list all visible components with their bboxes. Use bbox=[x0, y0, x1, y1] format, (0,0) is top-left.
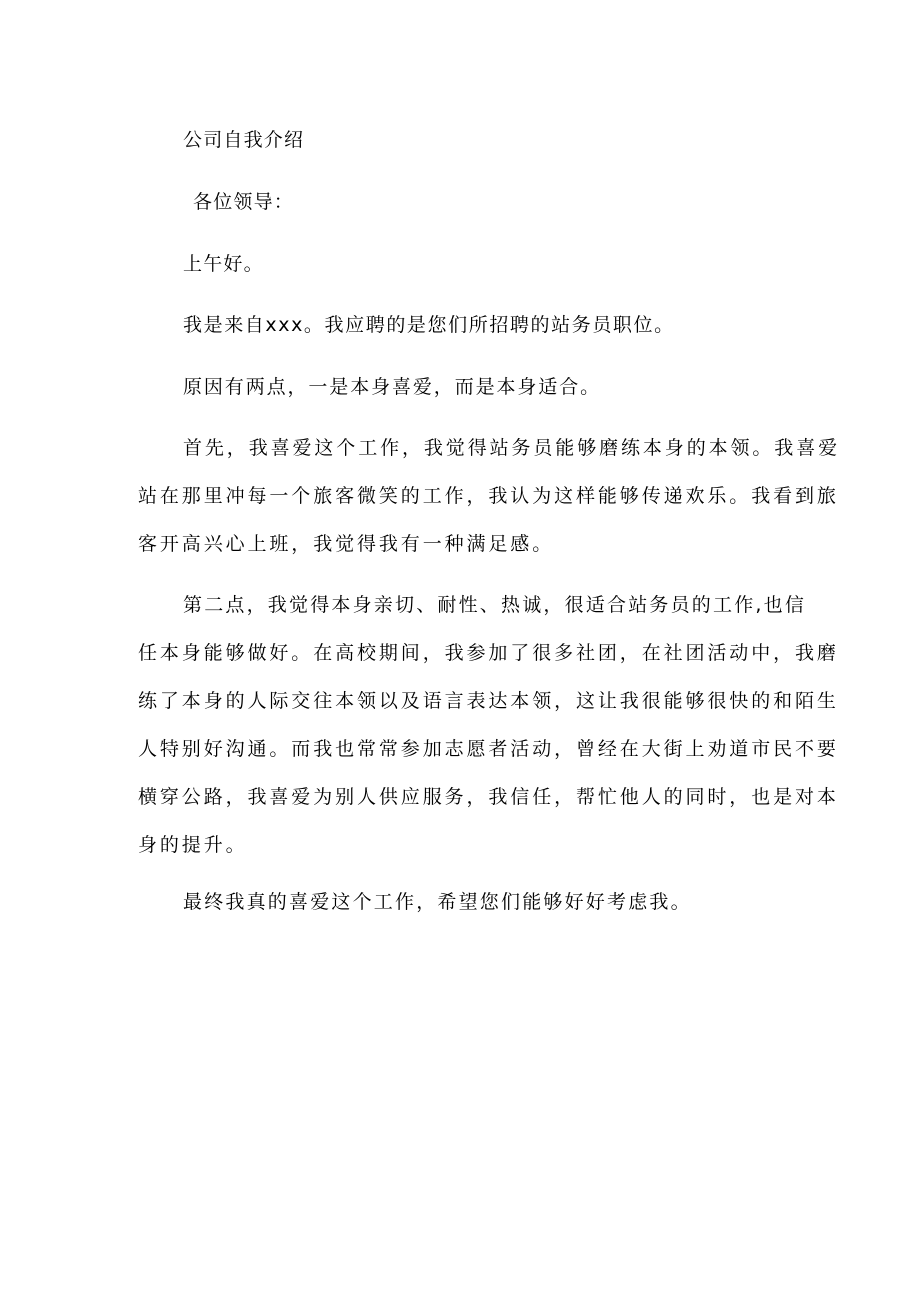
paragraph-4-line: 人特别好沟通。而我也常常参加志愿者活动，曾经在大街上劝道市民不要 bbox=[138, 738, 839, 760]
paragraph-4-line: 练了本身的人际交往本领以及语言表达本领，这让我很能够很快的和陌生 bbox=[138, 690, 839, 712]
paragraph-3-line: 站在那里冲每一个旅客微笑的工作，我认为这样能够传递欢乐。我看到旅 bbox=[138, 485, 839, 507]
paragraph-4-line: 横穿公路，我喜爱为别人供应服务，我信任，帮忙他人的同时，也是对本 bbox=[138, 786, 839, 808]
paragraph-4-line: 任本身能够做好。在高校期间，我参加了很多社团，在社团活动中，我磨 bbox=[138, 642, 839, 664]
salutation: 上午好。 bbox=[183, 253, 264, 275]
paragraph-3-line: 客开高兴心上班，我觉得我有一种满足感。 bbox=[138, 533, 555, 555]
paragraph-1: 我是来自xxx。我应聘的是您们所招聘的站务员职位。 bbox=[183, 314, 675, 336]
paragraph-5: 最终我真的喜爱这个工作，希望您们能够好好考虑我。 bbox=[183, 891, 692, 913]
document-title: 公司自我介绍 bbox=[183, 129, 305, 151]
paragraph-4-line: 第二点，我觉得本身亲切、耐性、热诚，很适合站务员的工作,也信 bbox=[183, 594, 807, 616]
paragraph-2: 原因有两点，一是本身喜爱，而是本身适合。 bbox=[183, 376, 602, 398]
greeting: 各位领导： bbox=[193, 191, 295, 213]
paragraph-3-line: 首先，我喜爱这个工作，我觉得站务员能够磨练本身的本领。我喜爱 bbox=[183, 437, 841, 459]
paragraph-4-line: 身的提升。 bbox=[138, 834, 248, 856]
